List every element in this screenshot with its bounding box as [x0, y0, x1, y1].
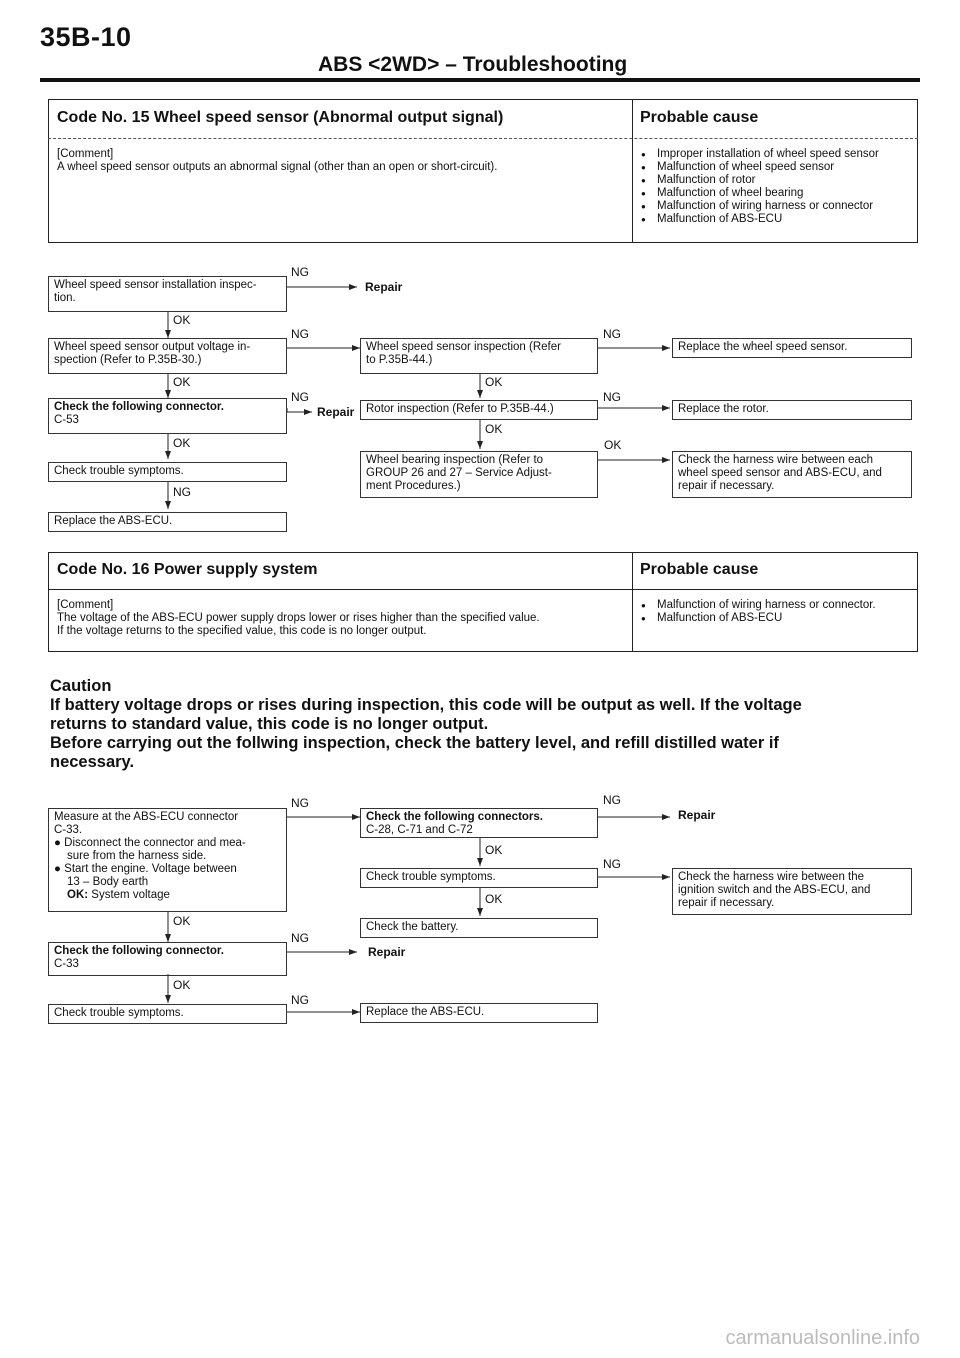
caution-line: If battery voltage drops or rises during inspection, this code will be output as well. If the voltage — [50, 696, 802, 714]
flow-step-sensor-inspection — [360, 338, 598, 374]
ok-label: OK: — [67, 889, 89, 901]
ng-label: NG — [291, 931, 309, 945]
ok-label: OK — [173, 313, 191, 327]
repair-label: Repair — [678, 808, 716, 822]
code16-comment-label: [Comment] — [57, 599, 114, 611]
caution-line: returns to standard value, this code is no longer output. — [50, 715, 489, 733]
flow16-connector-c33 — [48, 942, 287, 976]
step-text: Check the following connector. — [54, 945, 224, 957]
step-text: Rotor inspection (Refer to P.35B-44.) — [366, 403, 554, 415]
ok-label: OK — [173, 375, 191, 389]
flow-step-replace-ecu — [48, 512, 287, 532]
ng-label: NG — [173, 485, 191, 499]
ng-label: NG — [603, 793, 621, 807]
flow-step-replace-sensor — [672, 338, 912, 358]
ng-label: NG — [291, 327, 309, 341]
ok-label: OK — [173, 914, 191, 928]
step-text: ment Procedures.) — [366, 480, 461, 492]
step-text: System voltage — [91, 889, 170, 901]
step-text: Start the engine. Voltage between — [64, 863, 237, 875]
step-text: C-33 — [54, 958, 79, 970]
ng-label: NG — [291, 796, 309, 810]
step-text: Replace the rotor. — [678, 403, 769, 415]
bullet-step — [54, 863, 281, 876]
bullet-icon: ● — [54, 837, 65, 849]
cause-item: ● Malfunction of wheel speed sensor — [638, 161, 879, 174]
bullet-step — [54, 837, 281, 850]
step-text: Wheel speed sensor output voltage in- — [54, 341, 251, 353]
code16-comment: The voltage of the ABS-ECU power supply drops lower or rises higher than the specified value. — [57, 612, 540, 624]
flow16-replace-ecu — [360, 1003, 598, 1023]
code15-heading: Code No. 15 Wheel speed sensor (Abnormal output signal) — [57, 109, 504, 126]
code16-divider-v — [632, 552, 633, 652]
step-text: Check the battery. — [366, 921, 459, 933]
code16-comment: If the voltage returns to the specified value, this code is no longer output. — [57, 625, 427, 637]
caution-line: necessary. — [50, 753, 135, 771]
flow16-check-battery — [360, 918, 598, 938]
step-text: Check the following connector. — [54, 401, 224, 413]
flow-step-output-voltage — [48, 338, 287, 374]
step-text: Check trouble symptoms. — [54, 1007, 184, 1019]
step-text: Replace the wheel speed sensor. — [678, 341, 848, 353]
code16-cause-heading: Probable cause — [640, 561, 759, 578]
step-text: wheel speed sensor and ABS-ECU, and — [678, 467, 882, 479]
code15-comment-label: [Comment] — [57, 148, 114, 160]
step-text: C-33. — [54, 824, 83, 836]
cause-item: ● Malfunction of wiring harness or connector — [638, 200, 879, 213]
ok-label: OK — [173, 436, 191, 450]
step-text: Disconnect the connector and mea- — [64, 837, 246, 849]
caution-title: Caution — [50, 677, 112, 695]
repair-label: Repair — [365, 280, 403, 294]
cause-item: ● Malfunction of wheel bearing — [638, 187, 879, 200]
ok-label: OK — [604, 438, 622, 452]
bullet-icon: ● — [54, 863, 65, 875]
flow16-connectors — [360, 808, 598, 838]
code16-cause-list — [638, 599, 876, 625]
step-text: Wheel bearing inspection (Refer to — [366, 454, 544, 466]
ok-label: OK — [485, 375, 503, 389]
step-text: to P.35B-44.) — [366, 354, 433, 366]
code16-divider-h — [48, 589, 918, 590]
ok-label: OK — [485, 892, 503, 906]
page-number: 35B-10 — [40, 22, 132, 52]
step-text: Check trouble symptoms. — [366, 871, 496, 883]
flow-step-connector-c53 — [48, 398, 287, 434]
step-text: repair if necessary. — [678, 480, 775, 492]
step-text: C-53 — [54, 414, 79, 426]
flow-step-check-harness — [672, 451, 912, 498]
step-text: Replace the ABS-ECU. — [54, 515, 173, 527]
step-text: Check the harness wire between the — [678, 871, 865, 883]
step-text: spection (Refer to P.35B-30.) — [54, 354, 202, 366]
repair-label: Repair — [368, 945, 406, 959]
step-text: Wheel speed sensor installation inspec- — [54, 279, 257, 291]
step-text: C-28, C-71 and C-72 — [366, 824, 473, 836]
ng-label: NG — [603, 390, 621, 404]
step-text: repair if necessary. — [678, 897, 775, 909]
step-text: tion. — [54, 292, 76, 304]
flow-step-bearing-inspection — [360, 451, 598, 498]
ng-label: NG — [291, 390, 309, 404]
caution-line: Before carrying out the follwing inspection, check the battery level, and refill distilled water if — [50, 734, 779, 752]
cause-item: ● Malfunction of ABS-ECU — [638, 213, 879, 226]
ng-label: NG — [603, 327, 621, 341]
cause-item: ● Improper installation of wheel speed sensor — [638, 148, 879, 161]
step-text: ignition switch and the ABS-ECU, and — [678, 884, 871, 896]
step-text: Check trouble symptoms. — [54, 465, 184, 477]
ng-label: NG — [291, 993, 309, 1007]
step-text: Check the following connectors. — [366, 811, 543, 823]
step-text: Replace the ABS-ECU. — [366, 1006, 485, 1018]
cause-item: ● Malfunction of ABS-ECU — [638, 612, 876, 625]
cause-item: ● Malfunction of rotor — [638, 174, 879, 187]
code15-cause-heading: Probable cause — [640, 109, 759, 126]
step-text: 13 – Body earth — [67, 876, 149, 888]
ng-label: NG — [603, 857, 621, 871]
step-text: sure from the harness side. — [67, 850, 207, 862]
step-text: Wheel speed sensor inspection (Refer — [366, 341, 561, 353]
ok-label: OK — [173, 978, 191, 992]
step-text: GROUP 26 and 27 – Service Adjust- — [366, 467, 552, 479]
flow16-check-harness — [672, 868, 912, 915]
ng-label: NG — [291, 265, 309, 279]
page-title: ABS <2WD> – Troubleshooting — [318, 53, 628, 76]
flow-step-trouble-symptoms — [48, 462, 287, 482]
ok-label: OK — [485, 843, 503, 857]
caution-block — [50, 677, 920, 772]
flow16-measure — [48, 808, 287, 912]
ok-row — [54, 889, 281, 902]
flow16-trouble-symptoms-2 — [360, 868, 598, 888]
flow16-trouble-symptoms — [48, 1004, 287, 1024]
code15-comment: A wheel speed sensor outputs an abnormal signal (other than an open or short-circuit). — [57, 161, 498, 173]
step-text: Measure at the ABS-ECU connector — [54, 811, 239, 823]
code16-heading: Code No. 16 Power supply system — [57, 561, 318, 578]
flow-step-sensor-installation — [48, 276, 287, 312]
cause-item: ● Malfunction of wiring harness or connector. — [638, 599, 876, 612]
flow-step-replace-rotor — [672, 400, 912, 420]
watermark: carmanualsonline.info — [725, 1327, 920, 1349]
step-text: Check the harness wire between each — [678, 454, 873, 466]
repair-label: Repair — [317, 405, 355, 419]
flow-step-rotor-inspection — [360, 400, 598, 420]
ok-label: OK — [485, 422, 503, 436]
